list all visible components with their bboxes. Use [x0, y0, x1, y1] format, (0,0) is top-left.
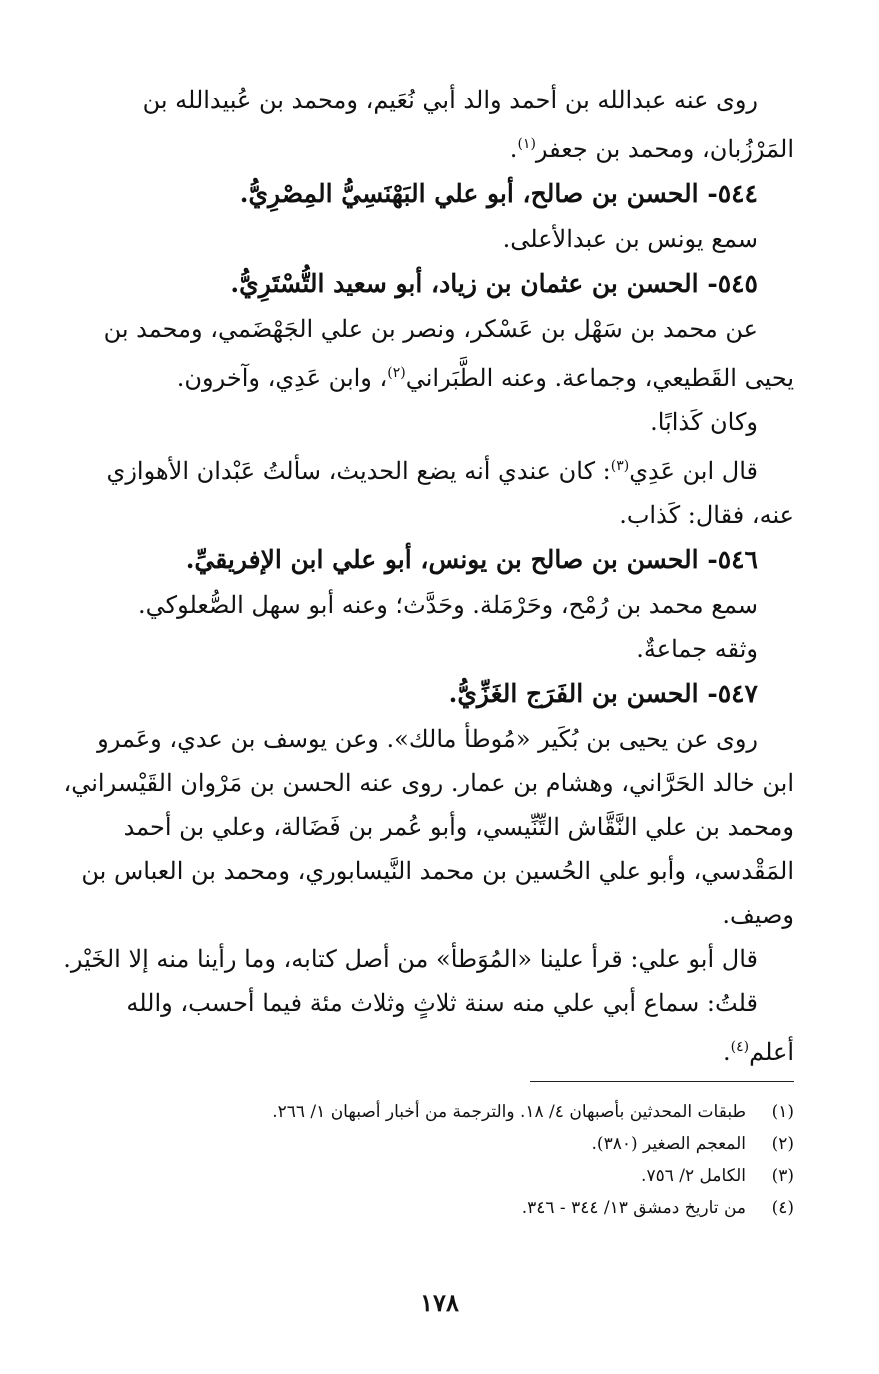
text-span: المَرْزُبان، ومحمد بن جعفر	[535, 135, 794, 163]
footnote-item	[150, 1192, 794, 1224]
text-line: وكان كَذابًا.	[650, 408, 758, 436]
footnote-text: من تاريخ دمشق ١٣/ ٣٤٤ - ٣٤٦.	[521, 1198, 746, 1218]
text-line: ومحمد بن علي النَّقَّاش التِّنِّيسي، وأبو عُمر بن فَضَالة، وعلي بن أحمد	[123, 813, 794, 841]
text-span: يحيى القَطيعي، وجماعة. وعنه الطَّبَراني	[405, 364, 794, 392]
text-line: قلتُ: سماع أبي علي منه سنة ثلاثٍ وثلاث مئة فيما أحسب، والله	[126, 989, 758, 1017]
entry-heading-547: ٥٤٧- الحسن بن الفَرَج الغَزِّيُّ.	[448, 679, 758, 708]
footnote-item	[150, 1096, 794, 1128]
text-line: وثقه جماعةٌ.	[636, 635, 758, 663]
footnote-item	[150, 1128, 794, 1160]
footnote-number: (٣)	[771, 1166, 794, 1186]
footnote-number: (٤)	[771, 1198, 794, 1218]
entry-heading-546: ٥٤٦- الحسن بن صالح بن يونس، أبو علي ابن الإفريقيِّ.	[185, 545, 758, 574]
entry-heading-544: ٥٤٤- الحسن بن صالح، أبو علي البَهْنَسِيُّ المِصْرِيُّ.	[239, 179, 758, 208]
footnote-divider	[530, 1081, 794, 1082]
footnote-text: الكامل ٢/ ٧٥٦.	[641, 1166, 746, 1186]
text-line: روى عن يحيى بن بُكَير «مُوطأ مالك». وعن يوسف بن عدي، وعَمرو	[97, 725, 758, 753]
text-line: قال أبو علي: قرأ علينا «المُوَطأ» من أصل كتابه، وما رأينا منه إلا الخَيْر.	[63, 945, 758, 973]
footnote-text: المعجم الصغير (٣٨٠).	[591, 1134, 746, 1154]
footnote-ref[interactable]: (١)	[517, 136, 536, 152]
text-span: ، وابن عَدِي، وآخرون.	[176, 364, 388, 392]
footnotes	[150, 1096, 794, 1224]
text-line: سمع محمد بن رُمْح، وحَرْمَلة. وحَدَّث؛ وعنه أبو سهل الصُّعلوكي.	[138, 591, 758, 619]
footnote-ref[interactable]: (٤)	[730, 1039, 750, 1055]
main-text	[52, 78, 794, 1074]
text-line	[52, 444, 794, 493]
text-span: .	[722, 1038, 731, 1066]
text-line: ابن خالد الحَرَّاني، وهشام بن عمار. روى عنه الحسن بن مَرْوان القَيْسراني،	[63, 769, 794, 797]
text-line	[52, 351, 794, 400]
footnote-number: (١)	[771, 1102, 794, 1122]
footnote-item	[150, 1160, 794, 1192]
footnote-ref[interactable]: (٣)	[610, 458, 630, 474]
page-number: ١٧٨	[420, 1288, 459, 1317]
footnote-text: طبقات المحدثين بأصبهان ٤/ ١٨. والترجمة من أخبار أصبهان ١/ ٢٦٦.	[272, 1102, 746, 1122]
text-line: المَقْدسي، وأبو علي الحُسين بن محمد النَّيسابوري، ومحمد بن العباس بن	[81, 857, 794, 885]
footnote-ref[interactable]: (٢)	[387, 365, 406, 381]
entry-heading-545: ٥٤٥- الحسن بن عثمان بن زياد، أبو سعيد التُّسْتَرِيُّ.	[230, 269, 758, 298]
text-line	[52, 1025, 794, 1074]
text-line: عنه، فقال: كَذاب.	[619, 501, 794, 529]
text-line: سمع يونس بن عبدالأعلى.	[502, 225, 758, 253]
text-span: أعلم	[749, 1038, 794, 1066]
text-span: .	[509, 135, 518, 163]
text-line: عن محمد بن سَهْل بن عَسْكر، ونصر بن علي الجَهْضَمي، ومحمد بن	[103, 315, 758, 343]
text-line: روى عنه عبدالله بن أحمد والد أبي نُعَيم، ومحمد بن عُبيدالله بن	[142, 86, 758, 114]
text-span: قال ابن عَدِي	[629, 457, 758, 485]
text-line	[52, 122, 794, 171]
text-line: وصيف.	[722, 901, 794, 929]
text-span: : كان عندي أنه يضع الحديث، سألتُ عَبْدان الأهوازي	[106, 457, 611, 485]
footnote-number: (٢)	[771, 1134, 794, 1154]
